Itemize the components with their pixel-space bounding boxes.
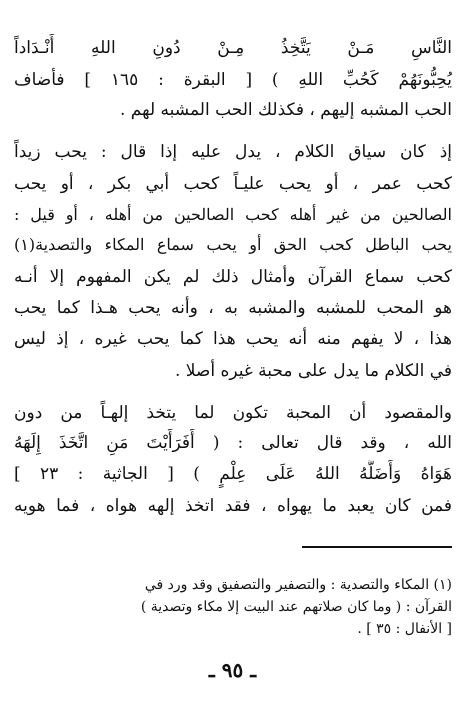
text-line: الله ، وقد قال تعالى : ( أَفَرَأَيْتَ مَنِ اتَّخَذَ إِلَهَهُ [14, 433, 452, 453]
text-line: في الكلام ما يدل على محبة غيره أصلا . [174, 361, 452, 381]
text-line: يُحِبُّونَهُمْ كَحُبِّ اللهِ ) [ البقرة : ١٦٥ ] فأضاف [14, 70, 452, 90]
footnote-line: (١) المكاء والتصدية : والتصفير والتصفيق وقد ورد في [144, 577, 452, 593]
text-line: هو المحب للمشبه والمشبه به ، وأنه يحب هـذا كما يحب [14, 298, 452, 318]
text-line: فمن كان يعبد ما يهواه ، فقد اتخذ إلهه هواه ، فما هويه [14, 496, 452, 516]
footnote-line: القرآن : ( وما كان صلاتهم عند البيت إلا مكاء وتصدية ) [140, 599, 452, 615]
page-number: ـ ٩٥ ـ [208, 658, 257, 682]
text-line: والمقصود أن المحبة تكون لما يتخذ إلهـاً من دون [14, 403, 452, 423]
text-line: هذا ، لا يفهم منه أنه يحب هذا كما يحب غيره ، إذ ليس [14, 329, 452, 349]
text-line: الصالحين من غير أهله كحب الصالحين من أهله ، أو قيل : [14, 205, 452, 224]
footnote-line: [ الأنفال : ٣٥ ] . [357, 621, 452, 637]
text-line: يحب الباطل كحب الحق أو يحب سماع المكاء والتصدية(١) [14, 235, 452, 254]
text-line: كحب سماع القرآن وأمثال ذلك لم يكن المفهوم إلا أنـه [14, 267, 452, 287]
footnote-separator [302, 546, 452, 548]
text-line: إذ كان سياق الكلام ، يدل عليه إذا قال : يحب زيداً [14, 142, 452, 162]
text-line: الحب المشبه إليهم ، فكذلك الحب المشبه لهم . [120, 100, 452, 120]
text-line: هَوَاهُ وَأَضَلَّهُ اللهُ عَلَى عِلْمٍ ) [ الجاثية : ٢٣ ] [14, 464, 452, 484]
text-line: كحب عمر ، أو يحب عليـاً كحب أبي بكر ، أو يحب [14, 174, 452, 194]
text-line: النَّاسِ مَـنْ يَتَّخِذُ مِـنْ دُونِ اللهِ أَنْـدَاداً [14, 38, 452, 58]
